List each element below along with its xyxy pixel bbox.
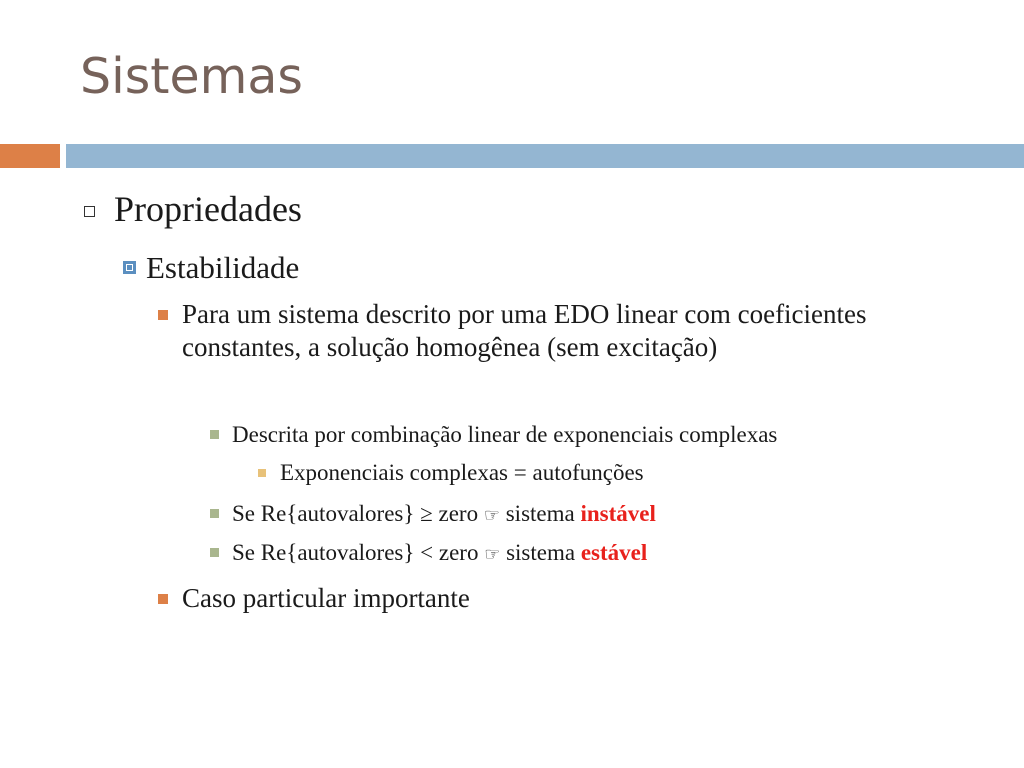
- bullet-text: Estabilidade: [146, 250, 300, 285]
- square-bullet-icon: [210, 548, 219, 557]
- bullet-level5-autofuncoes: [258, 459, 644, 487]
- accent-bar-orange: [0, 144, 60, 168]
- bullet-text: Caso particular importante: [182, 583, 470, 613]
- pointing-hand-icon: ☞: [483, 505, 500, 526]
- accent-bar-blue: [66, 144, 1024, 168]
- bullet-text: Exponenciais complexas = autofunções: [280, 460, 644, 485]
- square-bullet-icon: [210, 509, 219, 518]
- bullet-text: [232, 500, 656, 528]
- bullet-level2-estabilidade: [123, 249, 299, 287]
- framed-square-bullet-icon: [123, 261, 136, 274]
- bullet-level4-instavel: [210, 500, 656, 528]
- square-bullet-icon: [158, 310, 168, 320]
- condition-text: Se Re{autovalores} ≥ zero: [232, 501, 479, 526]
- bullet-level4-estavel: [210, 539, 647, 567]
- hollow-square-bullet-icon: [84, 206, 95, 217]
- bullet-level1-propriedades: [84, 188, 302, 232]
- bullet-text: [232, 539, 647, 567]
- connector-text: sistema: [500, 540, 581, 565]
- condition-text: Se Re{autovalores} < zero: [232, 540, 479, 565]
- square-bullet-icon: [258, 469, 266, 477]
- connector-text: sistema: [499, 501, 581, 526]
- emphasis-unstable: instável: [580, 501, 656, 526]
- emphasis-stable: estável: [580, 540, 648, 565]
- bullet-text: Propriedades: [114, 189, 302, 229]
- bullet-text: Para um sistema descrito por uma EDO linear com coeficientes constantes, a solução homogênea (sem excitação): [182, 299, 867, 362]
- slide-title: Sistemas: [80, 48, 303, 105]
- square-bullet-icon: [158, 594, 168, 604]
- bullet-level3-edo: [158, 298, 918, 363]
- square-bullet-icon: [210, 430, 219, 439]
- bullet-text: Descrita por combinação linear de exponenciais complexas: [232, 422, 778, 447]
- pointing-hand-icon: ☞: [484, 544, 501, 565]
- bullet-level3-caso: [158, 582, 470, 615]
- bullet-level4-descrita: [210, 421, 777, 449]
